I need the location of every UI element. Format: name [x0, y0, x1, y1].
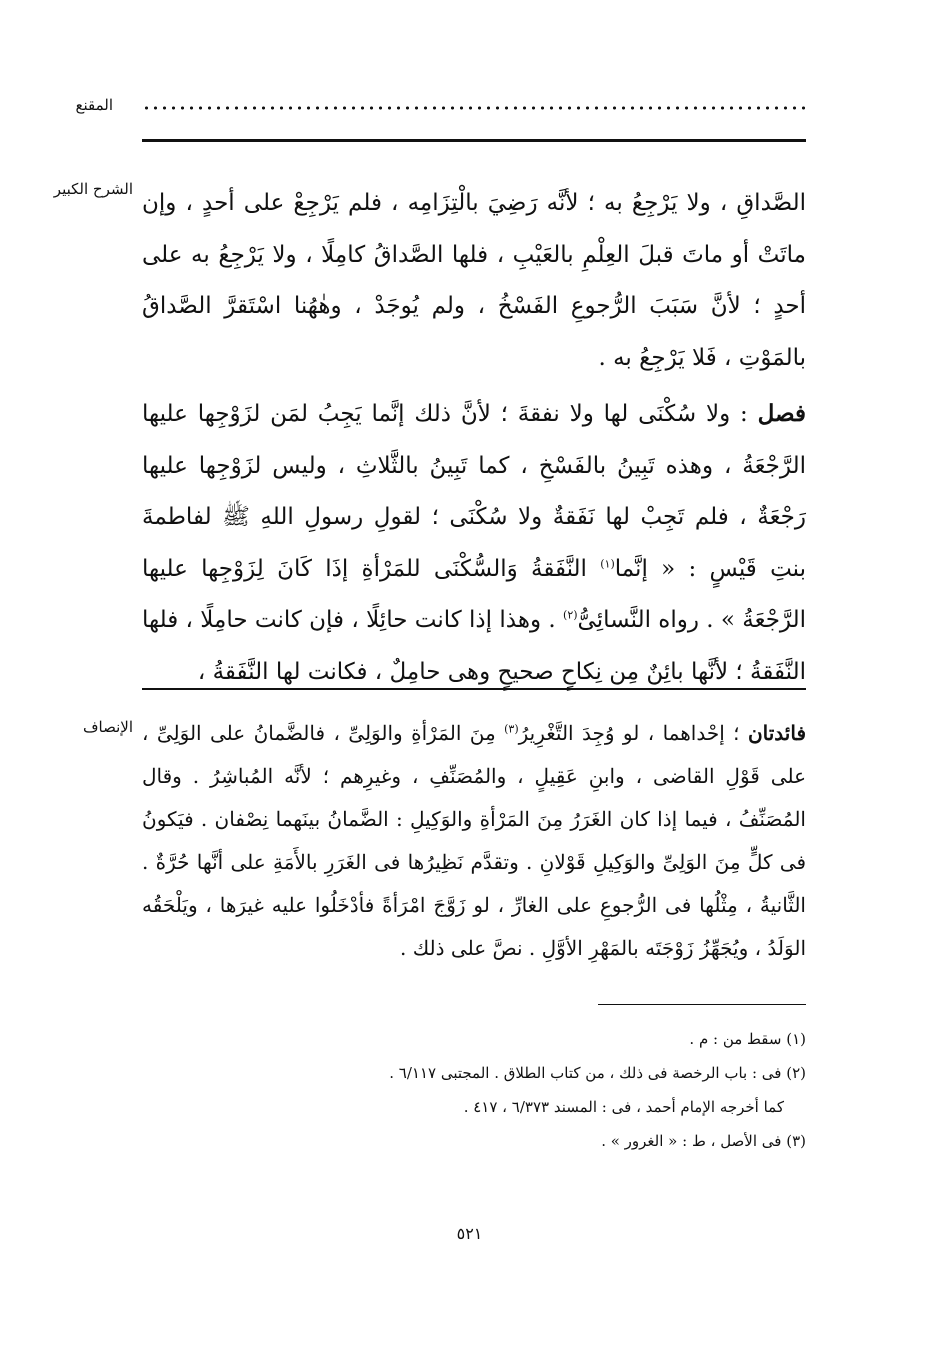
footnote-2-continued: كما أخرجه الإمام أحمد ، فى : المسند ٦/٣٧٣ ، ٤١٧ . [463, 1098, 784, 1116]
sharh-text [142, 178, 806, 698]
header-rule [142, 139, 806, 142]
footnote-ref-2: (٢) [563, 608, 578, 622]
section-divider [142, 688, 806, 690]
insaf-text [142, 712, 806, 970]
footnote-ref-1: (١) [600, 556, 615, 570]
footnote-rule [598, 1004, 806, 1005]
footnote-2: (٢) فى : باب الرخصة فى ذلك ، من كتاب الطلاق . المجتبى ٦/١١٧ . [389, 1064, 806, 1082]
footnote-ref-3: (٣) [504, 722, 519, 736]
footnote-3: (٣) فى الأصل ، ط : « الغرور » . [601, 1132, 806, 1150]
sharh-paragraph-2-part-b: النَّفَقةُ وَالسُّكْنَى للمَرْأةِ إذَا كَانَ لِزَوْجِها عليها الرَّجْعَةُ » . رواه النَّسائِىُّ [142, 555, 807, 633]
faida-heading: فائدتان [747, 721, 807, 745]
insaf-part-b: مِنَ المَرْأةِ والوَلِىِّ ، فالضَّمانُ على الوَلِىِّ ، على قَوْلِ القاضى ، وابنِ عَقِيلٍ ، والمُصَنِّفِ ، وغيرِهم ؛ لأنَّه المُباشِرُ . وقال المُصَنِّفُ ، فيما إذا كان الغَرَرُ مِنَ المَرْأةِ والوَكِيلِ : الضَّمانُ بينَهما نِصْفان . فيَكونُ فى كلٍّ مِنَ الوَلِىِّ والوَكِيلِ قَوْلانِ . وتقدَّم نَظِيرُها فى الغَرَرِ بالأَمَةِ على أنَّها حُرَّةٌ . الثَّانيةُ ، مِثْلُها فى الرُّجوعِ على الغارِّ ، لو زَوَّجَ امْرَأةً فأدْخَلُوا عليه غيرَها ، ويَلْحَقُه الوَلَدُ ، ويُجَهِّزُ زَوْجَتَه بالمَهْرِ الأوَّلِ . نصَّ على ذلك . [142, 721, 806, 960]
page-number: ٥٢١ [456, 1224, 483, 1243]
footnotes [142, 1022, 806, 1158]
margin-label-insaf: الإنصاف [82, 718, 133, 736]
footnote-1: (١) سقط من : م . [689, 1030, 806, 1048]
sharh-paragraph-2-part-a: : ولا سُكْنَى لها ولا نفقةَ ؛ لأنَّ ذلك إنَّما يَجِبُ لمَن لزَوْجِها عليها الرَّجْعَةُ ، وهذه تَبِينُ بالفَسْخِ ، كما تَبِينُ بالثَّلاثِ ، وليس لزَوْجِها عليها رَجْعَةٌ ، فلم تَجِبْ لها نَفَقةٌ ولا سُكْنَى ؛ لقولِ رسولِ اللهِ ﷺ لفاطمةَ بنتِ قَيْسٍ : « إنَّما [142, 401, 806, 582]
sharh-paragraph-2-part-c: . وهذا إذا كانت حائِلًا ، فإن كانت حامِلًا ، فلها النَّفَقةُ ؛ لأنَّها بائِنٌ مِن نِكاحٍ صحيحٍ وهى حامِلٌ ، فكانت لها النَّفَقةُ ، [142, 607, 806, 685]
insaf-paragraph [142, 712, 806, 970]
header-book-title: المقنع [75, 96, 113, 114]
header-dotted-line [142, 103, 806, 113]
insaf-part-a: ؛ إحْداهما ، لو وُجِدَ التَّغْرِيرُ [518, 721, 740, 745]
margin-label-sharh: الشرح الكبير [53, 180, 133, 198]
sharh-paragraph-2 [142, 388, 806, 698]
fasl-heading: فصل [757, 400, 806, 427]
sharh-paragraph-1: الصَّداقِ ، ولا يَرْجِعُ به ؛ لأنَّه رَضِيَ بالْتِزَامِه ، فلم يَرْجِعْ على أحدٍ ، وإن ماتَتْ أو ماتَ قبلَ العِلْمِ بالعَيْبِ ، فلها الصَّداقُ كامِلًا ، ولا يَرْجِعُ به على أحدٍ ؛ لأنَّ سَبَبَ الرُّجوعِ الفَسْخُ ، ولم يُوجَدْ ، وهٰهُنا اسْتَقرَّ الصَّداقُ بالمَوْتِ ، فَلا يَرْجِعُ به . [142, 190, 806, 371]
